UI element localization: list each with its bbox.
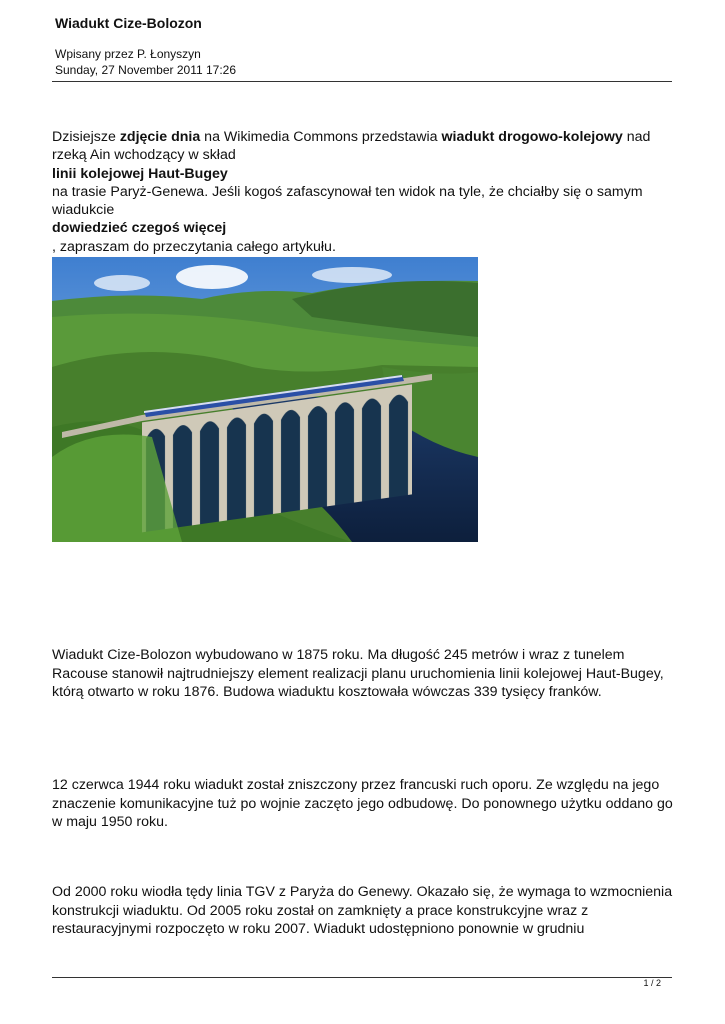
date-line: Sunday, 27 November 2011 17:26 (55, 63, 237, 77)
intro-text: na trasie Paryż-Genewa. Jeśli kogoś zafascynował ten widok na tyle, że chciałby się o samym wiadukcie (52, 183, 643, 219)
intro-text: nad rzeką Ain wchodzący w skład (52, 129, 651, 164)
intro-text: , zapraszam do przeczytania całego artykułu. (52, 238, 336, 255)
body-paragraph-2: 12 czerwca 1944 roku wiadukt został zniszczony przez francuski ruch oporu. Ze względu na jego znaczenie komunikacyjne tuż po wojnie zaczęto jego odbudowę. Do ponownego użytku oddano go w maju 1950 roku. (52, 777, 673, 831)
intro-bold-photo-of-day: zdjęcie dnia (119, 129, 201, 145)
body-paragraph-1: Wiadukt Cize-Bolozon wybudowano w 1875 roku. Ma długość 245 metrów i wraz z tunelem Racouse stanowił najtrudniejszy element realizacji planu uruchomienia linii kolejowej Haut-Bugey, którą otwarto w roku 1876. Budowa wiaduktu kosztowała wówczas 339 tysięcy franków. (52, 647, 664, 701)
railway-line-link[interactable]: linii kolejowej Haut-Bugey (52, 165, 228, 182)
author-line: Wpisany przez P. Łonyszyn (55, 47, 201, 61)
footer-divider (52, 977, 672, 978)
page-number: 1 / 2 (643, 978, 661, 988)
header-divider (52, 81, 672, 82)
intro-text: na Wikimedia Commons przedstawia (200, 129, 442, 145)
intro-bold-viaduct: wiadukt drogowo-kolejowy (441, 129, 623, 145)
page-title: Wiadukt Cize-Bolozon (55, 15, 202, 31)
article-meta (55, 46, 236, 78)
viaduct-photo (52, 257, 478, 542)
read-more-link[interactable]: dowiedzieć czegoś więcej (52, 220, 227, 237)
intro-paragraph (52, 128, 676, 256)
body-paragraph-3: Od 2000 roku wiodła tędy linia TGV z Paryża do Genewy. Okazało się, że wymaga to wzmocnienia konstrukcji wiaduktu. Od 2005 roku został on zamknięty a prace konstrukcyjne wraz z restauracyjnymi rozpoczęto w roku 2007. Wiadukt udostępniono ponownie w grudniu (52, 884, 673, 938)
intro-text: Dzisiejsze (52, 129, 120, 145)
